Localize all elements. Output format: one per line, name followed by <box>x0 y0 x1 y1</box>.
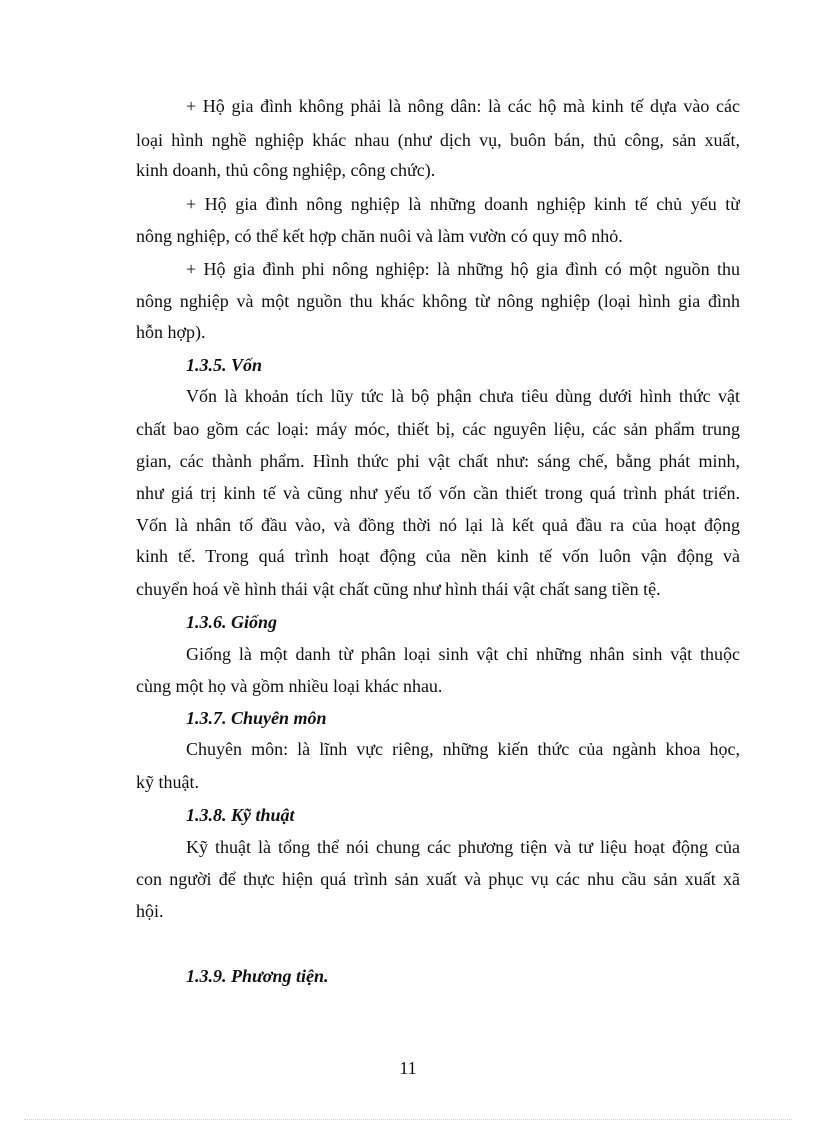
section-heading: 1.3.7. Chuyên môn <box>186 708 327 728</box>
paragraph-line: Chuyên môn: là lĩnh vực riêng, những kiến thức của ngành khoa học, <box>186 739 740 759</box>
paragraph-line: + Hộ gia đình nông nghiệp là những doanh nghiệp kinh tế chủ yếu từ <box>186 194 740 214</box>
paragraph-line: loại hình nghề nghiệp khác nhau (như dịch vụ, buôn bán, thủ công, sản xuất, <box>136 130 740 150</box>
paragraph-line: như giá trị kinh tế và cũng như yếu tố vốn cần thiết trong quá trình phát triển. <box>136 483 740 503</box>
paragraph-line: nông nghiệp và một nguồn thu khác không từ nông nghiệp (loại hình gia đình <box>136 291 740 311</box>
page-bottom-border <box>24 1119 792 1120</box>
paragraph-line: Vốn là nhân tố đầu vào, và đồng thời nó lại là kết quả đầu ra của hoạt động <box>136 515 740 535</box>
paragraph-line: Giống là một danh từ phân loại sinh vật chỉ những nhân sinh vật thuộc <box>186 644 740 664</box>
section-heading: 1.3.8. Kỹ thuật <box>186 805 295 825</box>
section-heading: 1.3.6. Giống <box>186 612 278 632</box>
paragraph-line: Vốn là khoản tích lũy tức là bộ phận chưa tiêu dùng dưới hình thức vật <box>186 386 740 406</box>
paragraph-line: kinh doanh, thủ công nghiệp, công chức). <box>136 160 436 180</box>
paragraph-line: kỹ thuật. <box>136 772 199 792</box>
page-number: 11 <box>399 1058 417 1078</box>
paragraph-line: gian, các thành phẩm. Hình thức phi vật chất như: sáng chế, bằng phát minh, <box>136 451 740 471</box>
paragraph-line: chất bao gồm các loại: máy móc, thiết bị, các nguyên liệu, các sản phẩm trung <box>136 419 740 439</box>
paragraph-line: + Hộ gia đình phi nông nghiệp: là những hộ gia đình có một nguồn thu <box>186 259 740 279</box>
paragraph-line: kinh tế. Trong quá trình hoạt động của nền kinh tế vốn luôn vận động và <box>136 546 740 566</box>
paragraph-line: chuyển hoá về hình thái vật chất cũng như hình thái vật chất sang tiền tệ. <box>136 579 661 599</box>
paragraph-line: cùng một họ và gồm nhiều loại khác nhau. <box>136 676 443 696</box>
paragraph-line: Kỹ thuật là tổng thể nói chung các phương tiện và tư liệu hoạt động của <box>186 837 740 857</box>
section-heading: 1.3.5. Vốn <box>186 355 263 375</box>
paragraph-line: + Hộ gia đình không phải là nông dân: là các hộ mà kinh tế dựa vào các <box>186 96 740 116</box>
paragraph-line: con người để thực hiện quá trình sản xuất và phục vụ các nhu cầu sản xuất xã <box>136 869 740 889</box>
paragraph-line: hỗn hợp). <box>136 322 206 342</box>
section-heading: 1.3.9. Phương tiện. <box>186 966 329 986</box>
paragraph-line: hội. <box>136 901 164 921</box>
paragraph-line: nông nghiệp, có thể kết hợp chăn nuôi và làm vườn có quy mô nhỏ. <box>136 226 623 246</box>
